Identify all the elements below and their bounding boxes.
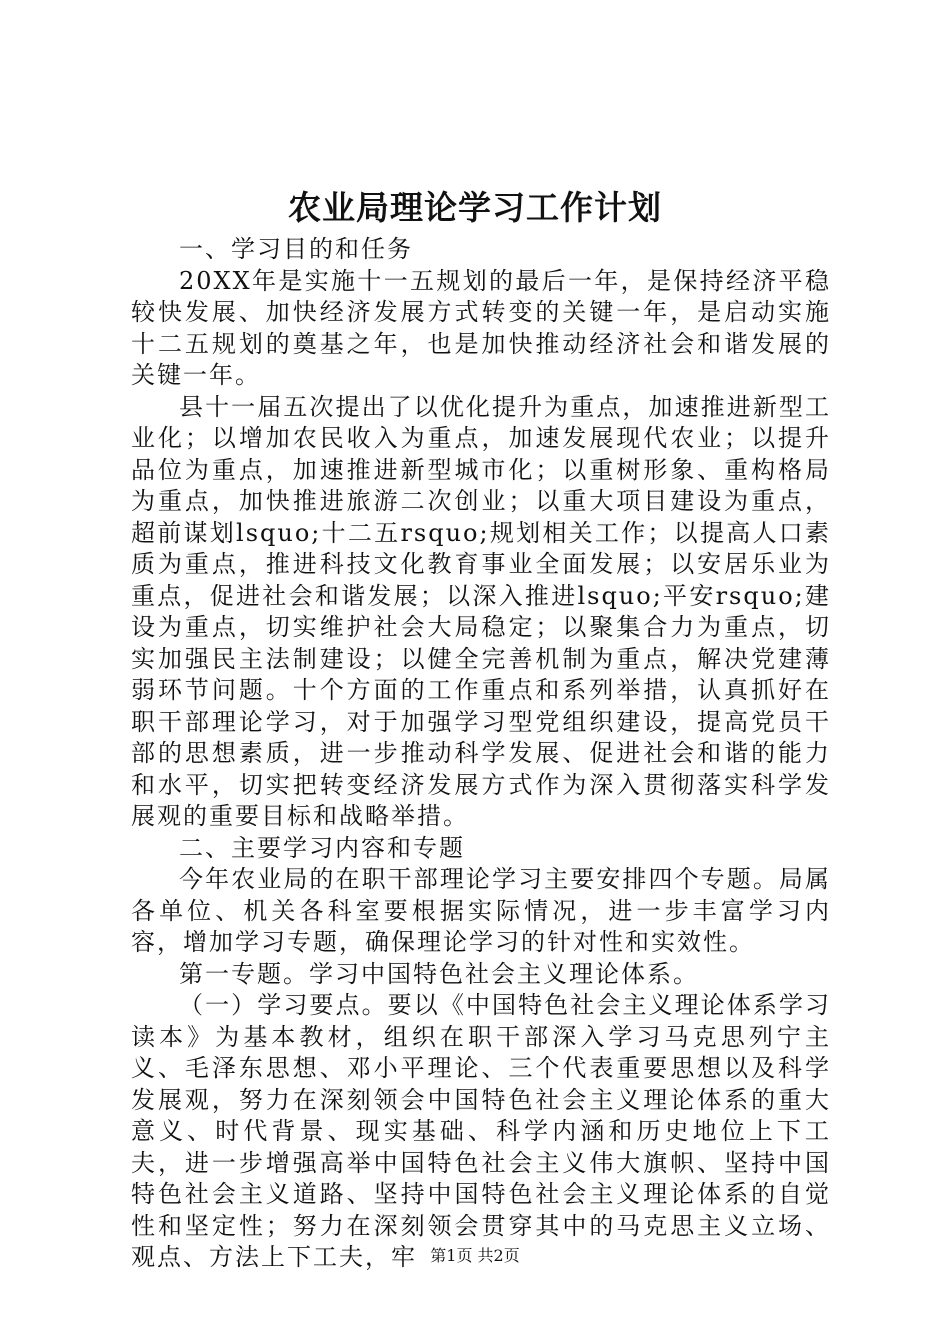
paragraph: 今年农业局的在职干部理论学习主要安排四个专题。局属各单位、机关各科室要根据实际情况，进一步丰富学习内容，增加学习专题，确保理论学习的针对性和实效性。	[131, 865, 831, 956]
page-footer: 第1页 共2页	[430, 1246, 520, 1265]
document-body	[131, 234, 831, 1274]
paragraph: （一）学习要点。要以《中国特色社会主义理论体系学习读本》为基本教材，组织在职干部深入学习马克思列宁主义、毛泽东思想、邓小平理论、三个代表重要思想以及科学发展观，努力在深刻领会中国特色社会主义理论体系的重大意义、时代背景、现实基础、科学内涵和历史地位上下工夫，进一步增强高举中国特色社会主义伟大旗帜、坚持中国特色社会主义道路、坚持中国特色社会主义理论体系的自觉性和坚定性；努力在深刻领会贯穿其中的马克思主义立场、观点、方法上下工夫，牢	[131, 991, 831, 1271]
document-title: 农业局理论学习工作计划	[288, 188, 662, 227]
section-heading-1: 一、学习目的和任务	[179, 235, 413, 263]
paragraph: 20XX年是实施十一五规划的最后一年，是保持经济平稳较快发展、加快经济发展方式转变的关键一年，是启动实施十二五规划的奠基之年，也是加快推动经济社会和谐发展的关键一年。	[131, 266, 831, 389]
topic-heading: 第一专题。学习中国特色社会主义理论体系。	[179, 959, 699, 988]
paragraph: 县十一届五次提出了以优化提升为重点，加速推进新型工业化；以增加农民收入为重点，加速发展现代农业；以提升品位为重点，加速推进新型城市化；以重树形象、重构格局为重点，加快推进旅游二次创业；以重大项目建设为重点，超前谋划lsquo;十二五rsquo;规划相关工作；以提高人口素质为重点，推进科技文化教育事业全面发展；以安居乐业为重点，促进社会和谐发展；以深入推进lsquo;平安rsquo;建设为重点，切实维护社会大局稳定；以聚集合力为重点，切实加强民主法制建设；以健全完善机制为重点，解决党建薄弱环节问题。十个方面的工作重点和系列举措，认真抓好在职干部理论学习，对于加强学习型党组织建设，提高党员干部的思想素质，进一步推动科学发展、促进社会和谐的能力和水平，切实把转变经济发展方式作为深入贯彻落实科学发展观的重要目标和战略举措。	[131, 392, 831, 830]
section-heading-2: 二、主要学习内容和专题	[179, 833, 465, 862]
